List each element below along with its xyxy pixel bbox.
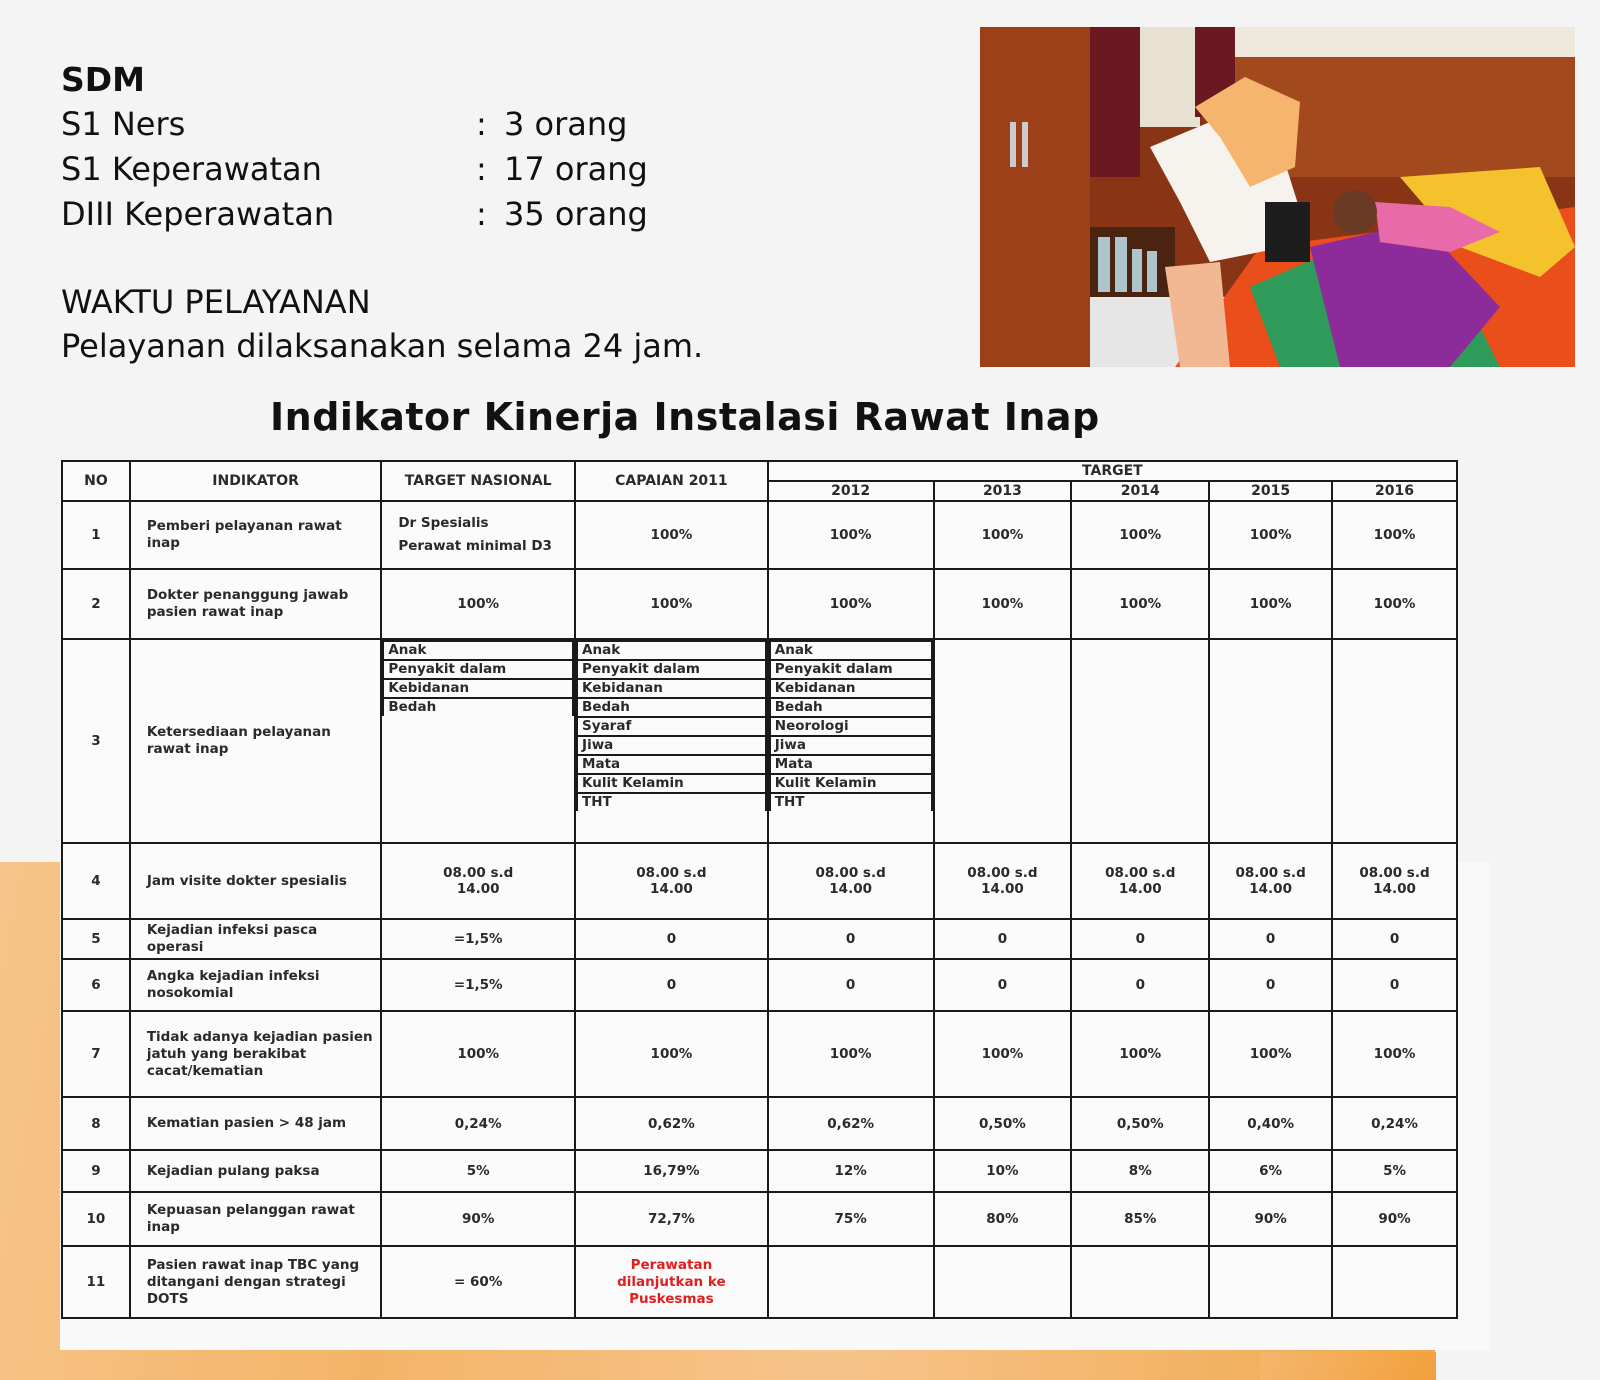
row-target-2012: 12%: [768, 1150, 934, 1192]
row-number: 1: [62, 501, 130, 569]
row-target-2016: 0: [1332, 919, 1457, 959]
service-list: [576, 640, 767, 811]
row-target-2015: 90%: [1209, 1192, 1332, 1246]
row-number: 10: [62, 1192, 130, 1246]
row-target-2012: 75%: [768, 1192, 934, 1246]
row-target-2012: 100%: [768, 501, 934, 569]
header-year-2014: 2014: [1071, 481, 1209, 501]
row-target-2015: 0: [1209, 959, 1332, 1011]
row-target-2013: 100%: [934, 1011, 1072, 1097]
row-indikator: Kematian pasien > 48 jam: [130, 1097, 382, 1150]
row-target-2012: 100%: [768, 569, 934, 639]
row-target-2015: 0: [1209, 919, 1332, 959]
row-target-2012: 100%: [768, 1011, 934, 1097]
sdm-label: S1 Ners: [61, 105, 186, 143]
table-row: [62, 843, 1457, 919]
table-row: [62, 639, 1457, 843]
row-target-2013: 10%: [934, 1150, 1072, 1192]
table-row: [62, 1246, 1457, 1318]
row-indikator: Ketersediaan pelayanan rawat inap: [130, 639, 382, 843]
row-target-2013: 100%: [934, 569, 1072, 639]
row-capaian: 08.00 s.d 14.00: [575, 843, 768, 919]
service-item: THT: [770, 793, 932, 811]
row-target-2013: 0,50%: [934, 1097, 1072, 1150]
row-indikator: Tidak adanya kejadian pasien jatuh yang berakibat cacat/kematian: [130, 1011, 382, 1097]
row-target-2015: 0,40%: [1209, 1097, 1332, 1150]
service-item: Kulit Kelamin: [770, 774, 932, 793]
row-number: 7: [62, 1011, 130, 1097]
sdm-row-s1-keperawatan: [61, 147, 761, 192]
header-year-2013: 2013: [934, 481, 1072, 501]
sdm-value: 17 orang: [504, 150, 648, 188]
header-no: NO: [62, 461, 130, 501]
page-title: Indikator Kinerja Instalasi Rawat Inap: [270, 395, 1100, 439]
sdm-value: 3 orang: [504, 105, 628, 143]
header-year-2016: 2016: [1332, 481, 1457, 501]
row-target-2014: 0: [1071, 919, 1209, 959]
row-target-nasional: =1,5%: [381, 919, 575, 959]
row-capaian: 0: [575, 959, 768, 1011]
table-row: [62, 1097, 1457, 1150]
service-item: Syaraf: [577, 717, 766, 736]
row-capaian: 16,79%: [575, 1150, 768, 1192]
row-capaian: [575, 639, 768, 843]
row-target-2013: 0: [934, 919, 1072, 959]
sdm-label: S1 Keperawatan: [61, 150, 322, 188]
service-item: Kebidanan: [577, 679, 766, 698]
row-number: 9: [62, 1150, 130, 1192]
row-target-nasional: [381, 639, 575, 843]
row-target-nasional: 08.00 s.d 14.00: [381, 843, 575, 919]
row-target-2016: 100%: [1332, 1011, 1457, 1097]
sdm-section: [61, 58, 761, 237]
service-item: Mata: [577, 755, 766, 774]
row-capaian: 0,62%: [575, 1097, 768, 1150]
row-number: 6: [62, 959, 130, 1011]
sdm-colon: :: [476, 105, 487, 143]
header-capaian-2011: CAPAIAN 2011: [575, 461, 768, 501]
row-target-2014: 8%: [1071, 1150, 1209, 1192]
row-target-2016: 0,24%: [1332, 1097, 1457, 1150]
row-target-2013: 100%: [934, 501, 1072, 569]
service-item: Penyakit dalam: [383, 660, 573, 679]
service-item: Penyakit dalam: [770, 660, 932, 679]
service-item: Anak: [383, 641, 573, 660]
table-row: [62, 1150, 1457, 1192]
sdm-row-diii-keperawatan: [61, 192, 761, 237]
header-target-nasional: TARGET NASIONAL: [381, 461, 575, 501]
row-indikator: Kepuasan pelanggan rawat inap: [130, 1192, 382, 1246]
row-target-2012: [768, 1246, 934, 1318]
row-target-2016: 100%: [1332, 569, 1457, 639]
row-target-2016: 5%: [1332, 1150, 1457, 1192]
target-nasional-line: Perawat minimal D3: [398, 538, 552, 554]
row-target-2013: 08.00 s.d 14.00: [934, 843, 1072, 919]
row-target-2014: [1071, 1246, 1209, 1318]
header-target: TARGET: [768, 461, 1457, 481]
row-indikator: Dokter penanggung jawab pasien rawat inap: [130, 569, 382, 639]
row-target-2014: 100%: [1071, 1011, 1209, 1097]
service-item: Kebidanan: [770, 679, 932, 698]
row-target-nasional: 100%: [381, 1011, 575, 1097]
sdm-colon: :: [476, 150, 487, 188]
sdm-heading: SDM: [61, 60, 145, 99]
table-row: [62, 959, 1457, 1011]
row-target-nasional: [381, 501, 575, 569]
nurse-patient-photo: [980, 27, 1575, 367]
service-item: Bedah: [770, 698, 932, 717]
row-target-nasional: = 60%: [381, 1246, 575, 1318]
sdm-colon: :: [476, 195, 487, 233]
row-target-2016: [1332, 1246, 1457, 1318]
row-indikator: Pasien rawat inap TBC yang ditangani dengan strategi DOTS: [130, 1246, 382, 1318]
row-number: 2: [62, 569, 130, 639]
row-target-nasional: 100%: [381, 569, 575, 639]
service-list: [382, 640, 574, 716]
row-target-2013: [934, 639, 1072, 843]
row-target-2014: 0,50%: [1071, 1097, 1209, 1150]
row-target-2014: 0: [1071, 959, 1209, 1011]
waktu-heading: WAKTU PELAYANAN: [61, 283, 371, 321]
target-nasional-line: Dr Spesialis: [398, 515, 489, 531]
row-target-2015: [1209, 639, 1332, 843]
service-list: [769, 640, 933, 811]
row-target-nasional: =1,5%: [381, 959, 575, 1011]
service-item: Bedah: [577, 698, 766, 717]
service-item: Penyakit dalam: [577, 660, 766, 679]
waktu-section: [61, 280, 703, 368]
row-target-2012: 0: [768, 919, 934, 959]
service-item: Anak: [770, 641, 932, 660]
row-number: 4: [62, 843, 130, 919]
row-capaian: 100%: [575, 1011, 768, 1097]
row-target-2015: 100%: [1209, 501, 1332, 569]
header-year-2012: 2012: [768, 481, 934, 501]
row-target-2015: 100%: [1209, 569, 1332, 639]
row-target-2013: [934, 1246, 1072, 1318]
table-row: [62, 1011, 1457, 1097]
row-capaian: 100%: [575, 569, 768, 639]
row-target-2015: 100%: [1209, 1011, 1332, 1097]
row-capaian: 100%: [575, 501, 768, 569]
row-target-2016: 0: [1332, 959, 1457, 1011]
table-row: [62, 501, 1457, 569]
row-target-2013: 0: [934, 959, 1072, 1011]
service-item: Jiwa: [577, 736, 766, 755]
row-capaian: 72,7%: [575, 1192, 768, 1246]
service-item: Kebidanan: [383, 679, 573, 698]
row-indikator: Jam visite dokter spesialis: [130, 843, 382, 919]
row-target-2012: [768, 639, 934, 843]
kpi-table: [61, 460, 1458, 1319]
orange-background-corner: [1260, 1352, 1436, 1380]
header-indikator: INDIKATOR: [130, 461, 382, 501]
row-target-2014: [1071, 639, 1209, 843]
sdm-label: DIII Keperawatan: [61, 195, 335, 233]
row-indikator: Pemberi pelayanan rawat inap: [130, 501, 382, 569]
waktu-text: Pelayanan dilaksanakan selama 24 jam.: [61, 327, 704, 365]
row-target-2012: 0,62%: [768, 1097, 934, 1150]
header-year-2015: 2015: [1209, 481, 1332, 501]
row-number: 5: [62, 919, 130, 959]
row-target-2015: 6%: [1209, 1150, 1332, 1192]
table-row: [62, 569, 1457, 639]
row-target-2013: 80%: [934, 1192, 1072, 1246]
row-target-2016: [1332, 639, 1457, 843]
row-number: 11: [62, 1246, 130, 1318]
row-target-nasional: 0,24%: [381, 1097, 575, 1150]
service-item: Mata: [770, 755, 932, 774]
row-target-2015: 08.00 s.d 14.00: [1209, 843, 1332, 919]
row-target-2012: 0: [768, 959, 934, 1011]
table-row: [62, 919, 1457, 959]
service-item: Neorologi: [770, 717, 932, 736]
row-number: 3: [62, 639, 130, 843]
row-target-2014: 85%: [1071, 1192, 1209, 1246]
table-row: [62, 1192, 1457, 1246]
row-number: 8: [62, 1097, 130, 1150]
row-target-2016: 100%: [1332, 501, 1457, 569]
row-target-2014: 08.00 s.d 14.00: [1071, 843, 1209, 919]
row-target-nasional: 90%: [381, 1192, 575, 1246]
sdm-row-s1-ners: [61, 102, 761, 147]
row-indikator: Angka kejadian infeksi nosokomial: [130, 959, 382, 1011]
row-target-2015: [1209, 1246, 1332, 1318]
row-capaian: 0: [575, 919, 768, 959]
row-target-2016: 90%: [1332, 1192, 1457, 1246]
row-indikator: Kejadian infeksi pasca operasi: [130, 919, 382, 959]
row-capaian-note: Perawatan dilanjutkan ke Puskesmas: [575, 1246, 768, 1318]
row-target-2014: 100%: [1071, 501, 1209, 569]
row-target-2012: 08.00 s.d 14.00: [768, 843, 934, 919]
sdm-value: 35 orang: [504, 195, 648, 233]
service-item: Bedah: [383, 698, 573, 716]
service-item: THT: [577, 793, 766, 811]
service-item: Anak: [577, 641, 766, 660]
service-item: Kulit Kelamin: [577, 774, 766, 793]
row-target-nasional: 5%: [381, 1150, 575, 1192]
row-target-2014: 100%: [1071, 569, 1209, 639]
row-target-2016: 08.00 s.d 14.00: [1332, 843, 1457, 919]
service-item: Jiwa: [770, 736, 932, 755]
row-indikator: Kejadian pulang paksa: [130, 1150, 382, 1192]
photo-illustration: [980, 27, 1575, 367]
